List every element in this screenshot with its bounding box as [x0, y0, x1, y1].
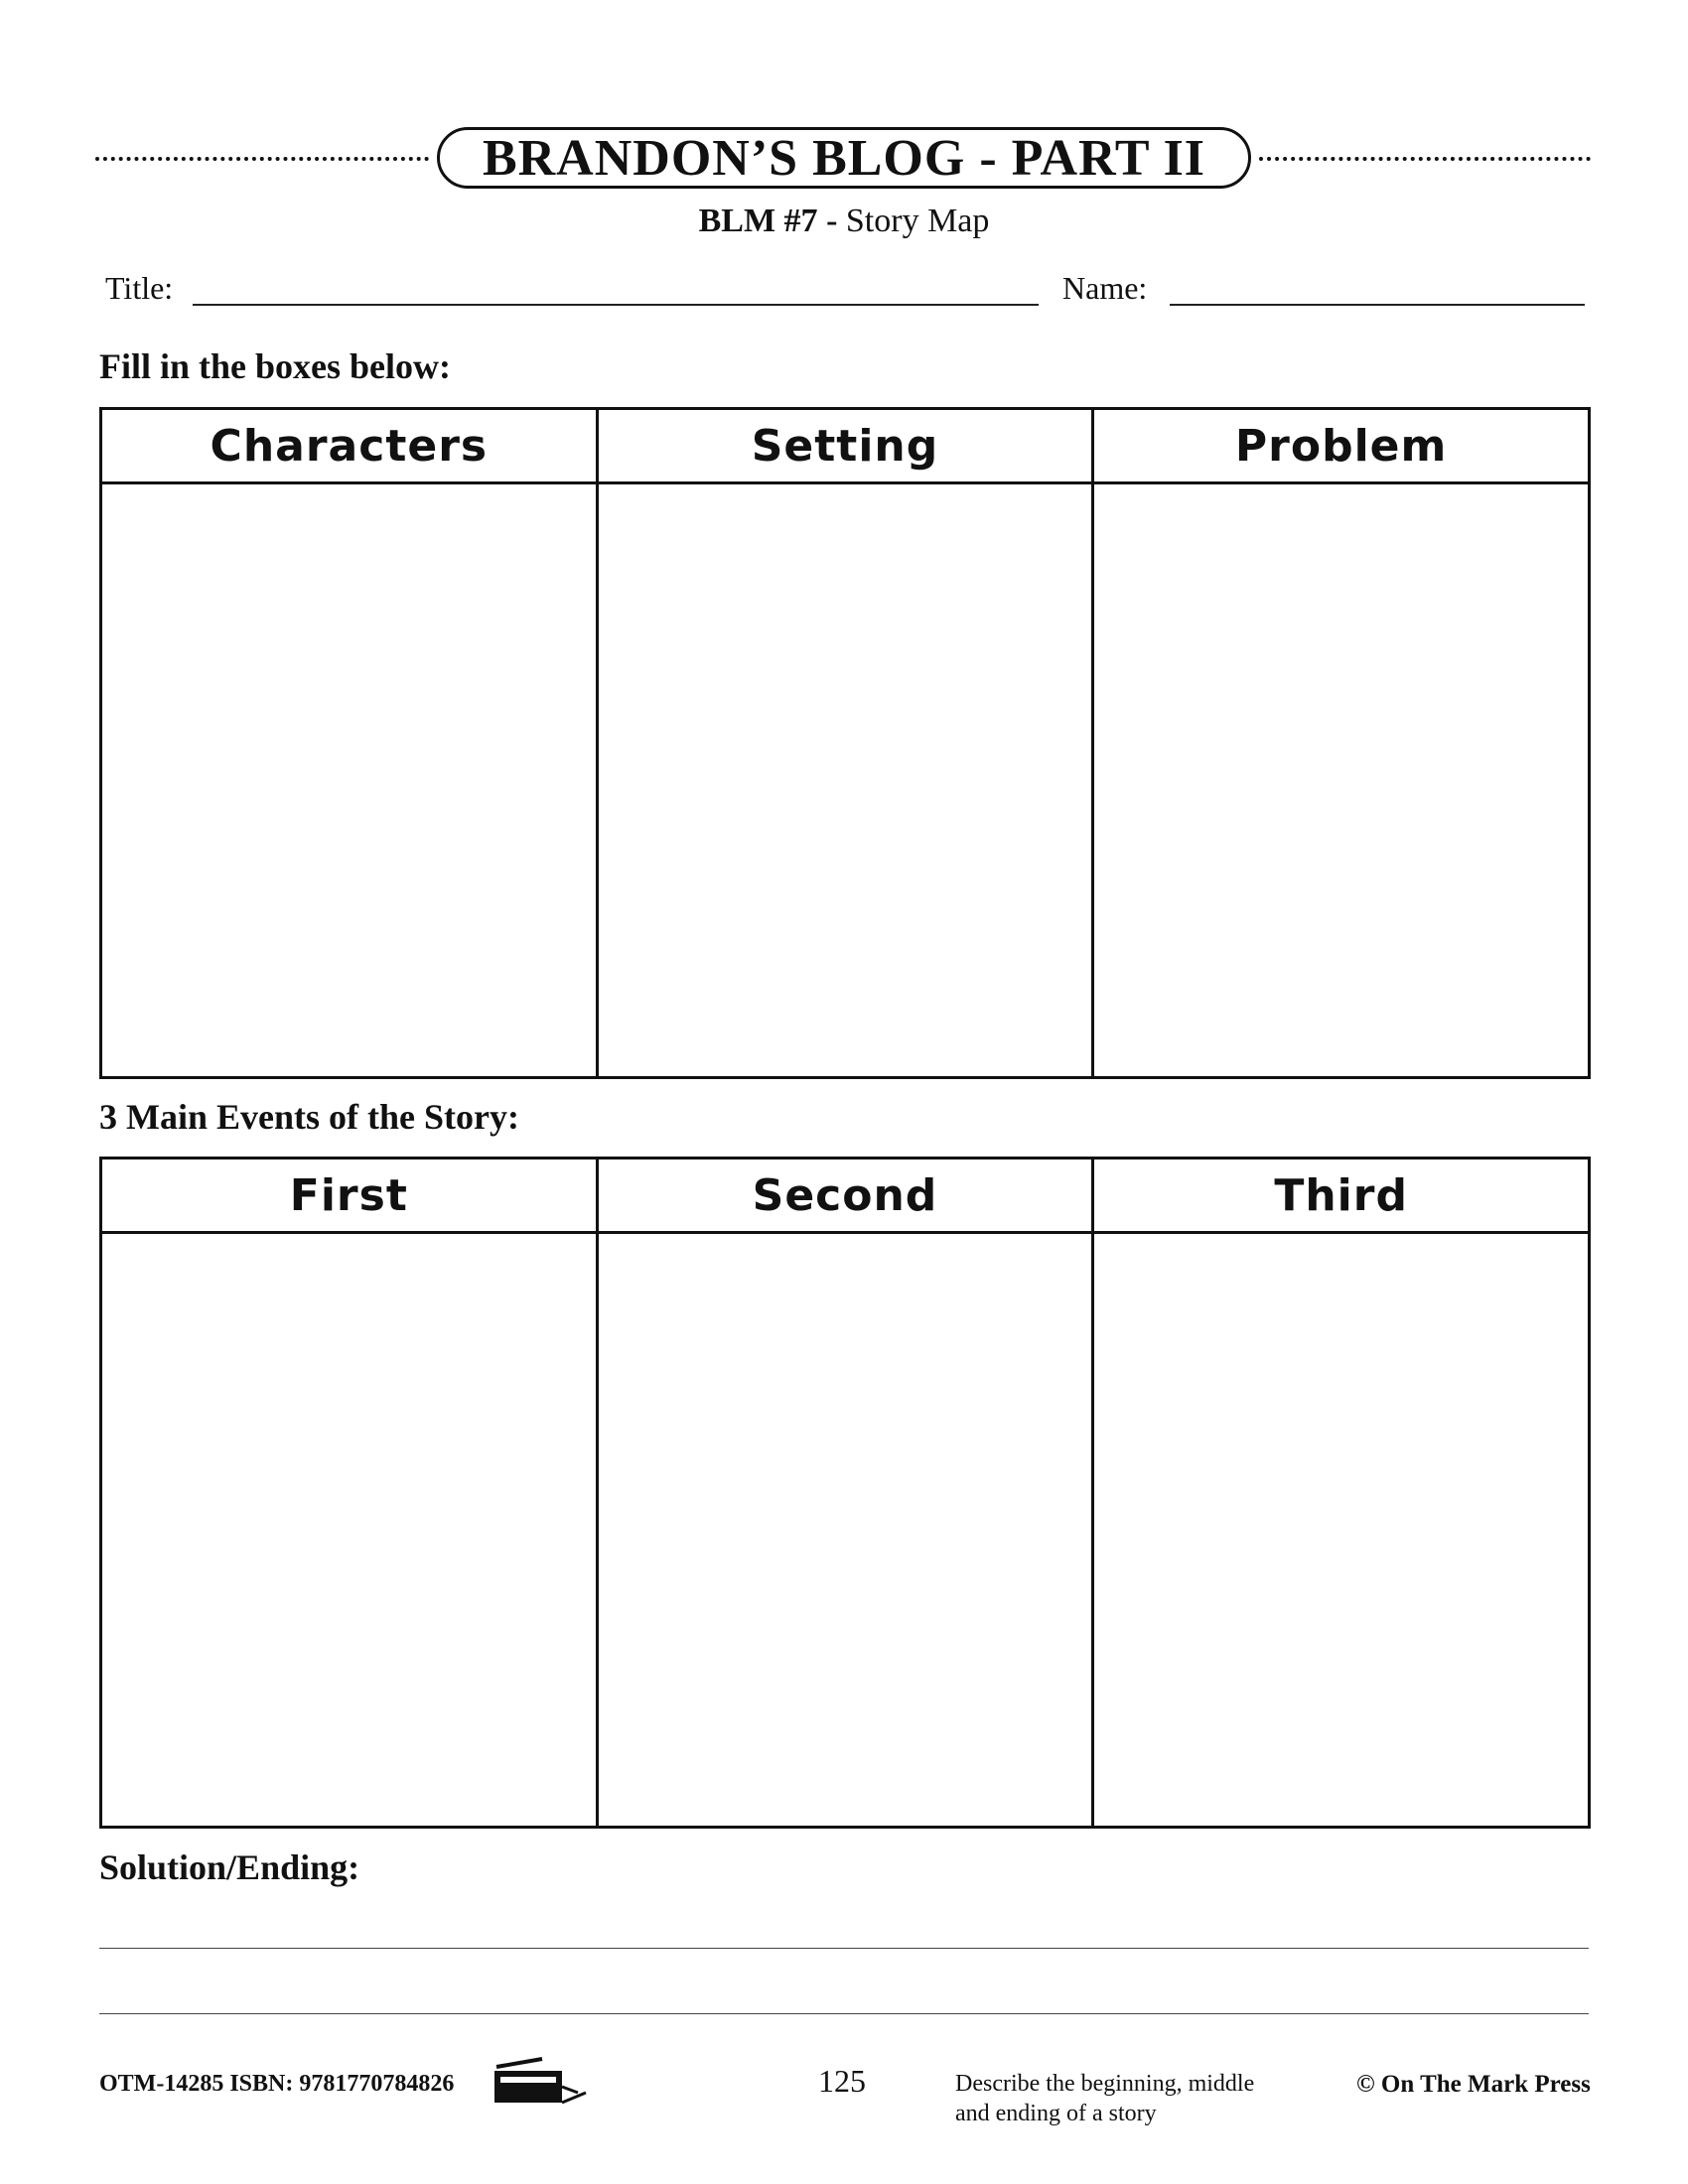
column-header-characters: Characters — [101, 409, 598, 483]
column-header-problem: Problem — [1093, 409, 1590, 483]
page-subtitle — [0, 203, 1688, 240]
title-field[interactable] — [193, 304, 1039, 306]
column-header-first: First — [101, 1159, 598, 1233]
page-title: BRANDON’S BLOG - PART II — [437, 127, 1251, 189]
instruction-solution: Solution/Ending: — [99, 1847, 360, 1887]
first-event-box[interactable] — [101, 1233, 598, 1828]
name-field[interactable] — [1170, 304, 1585, 306]
blm-number: BLM #7 — [698, 203, 818, 239]
footer-description — [955, 2069, 1254, 2128]
second-event-box[interactable] — [597, 1233, 1093, 1828]
third-event-box[interactable] — [1093, 1233, 1590, 1828]
main-events-table — [99, 1157, 1591, 1829]
solution-line-2[interactable] — [99, 2013, 1589, 2014]
instruction-main-events: 3 Main Events of the Story: — [99, 1097, 519, 1137]
instruction-fill-in: Fill in the boxes below: — [99, 346, 452, 386]
problem-box[interactable] — [1093, 483, 1590, 1078]
characters-box[interactable] — [101, 483, 598, 1078]
solution-line-1[interactable] — [99, 1948, 1589, 1949]
product-code-isbn: OTM-14285 ISBN: 9781770784826 — [99, 2071, 455, 2097]
dotted-rule-right — [1259, 157, 1591, 161]
story-elements-table — [99, 407, 1591, 1079]
column-header-second: Second — [597, 1159, 1093, 1233]
title-label: Title: — [105, 270, 174, 306]
footer-description-line-1: Describe the beginning, middle — [955, 2071, 1255, 2097]
copyright: © On The Mark Press — [1356, 2071, 1591, 2098]
column-header-third: Third — [1093, 1159, 1590, 1233]
scanner-icon — [492, 2057, 588, 2112]
subtitle-separator: - — [817, 203, 846, 239]
page-number: 125 — [818, 2063, 866, 2099]
column-header-setting: Setting — [597, 409, 1093, 483]
subtitle-text: Story Map — [845, 203, 990, 239]
name-label: Name: — [1062, 270, 1148, 306]
footer-description-line-2: and ending of a story — [955, 2101, 1157, 2126]
setting-box[interactable] — [597, 483, 1093, 1078]
dotted-rule-left — [95, 157, 429, 161]
